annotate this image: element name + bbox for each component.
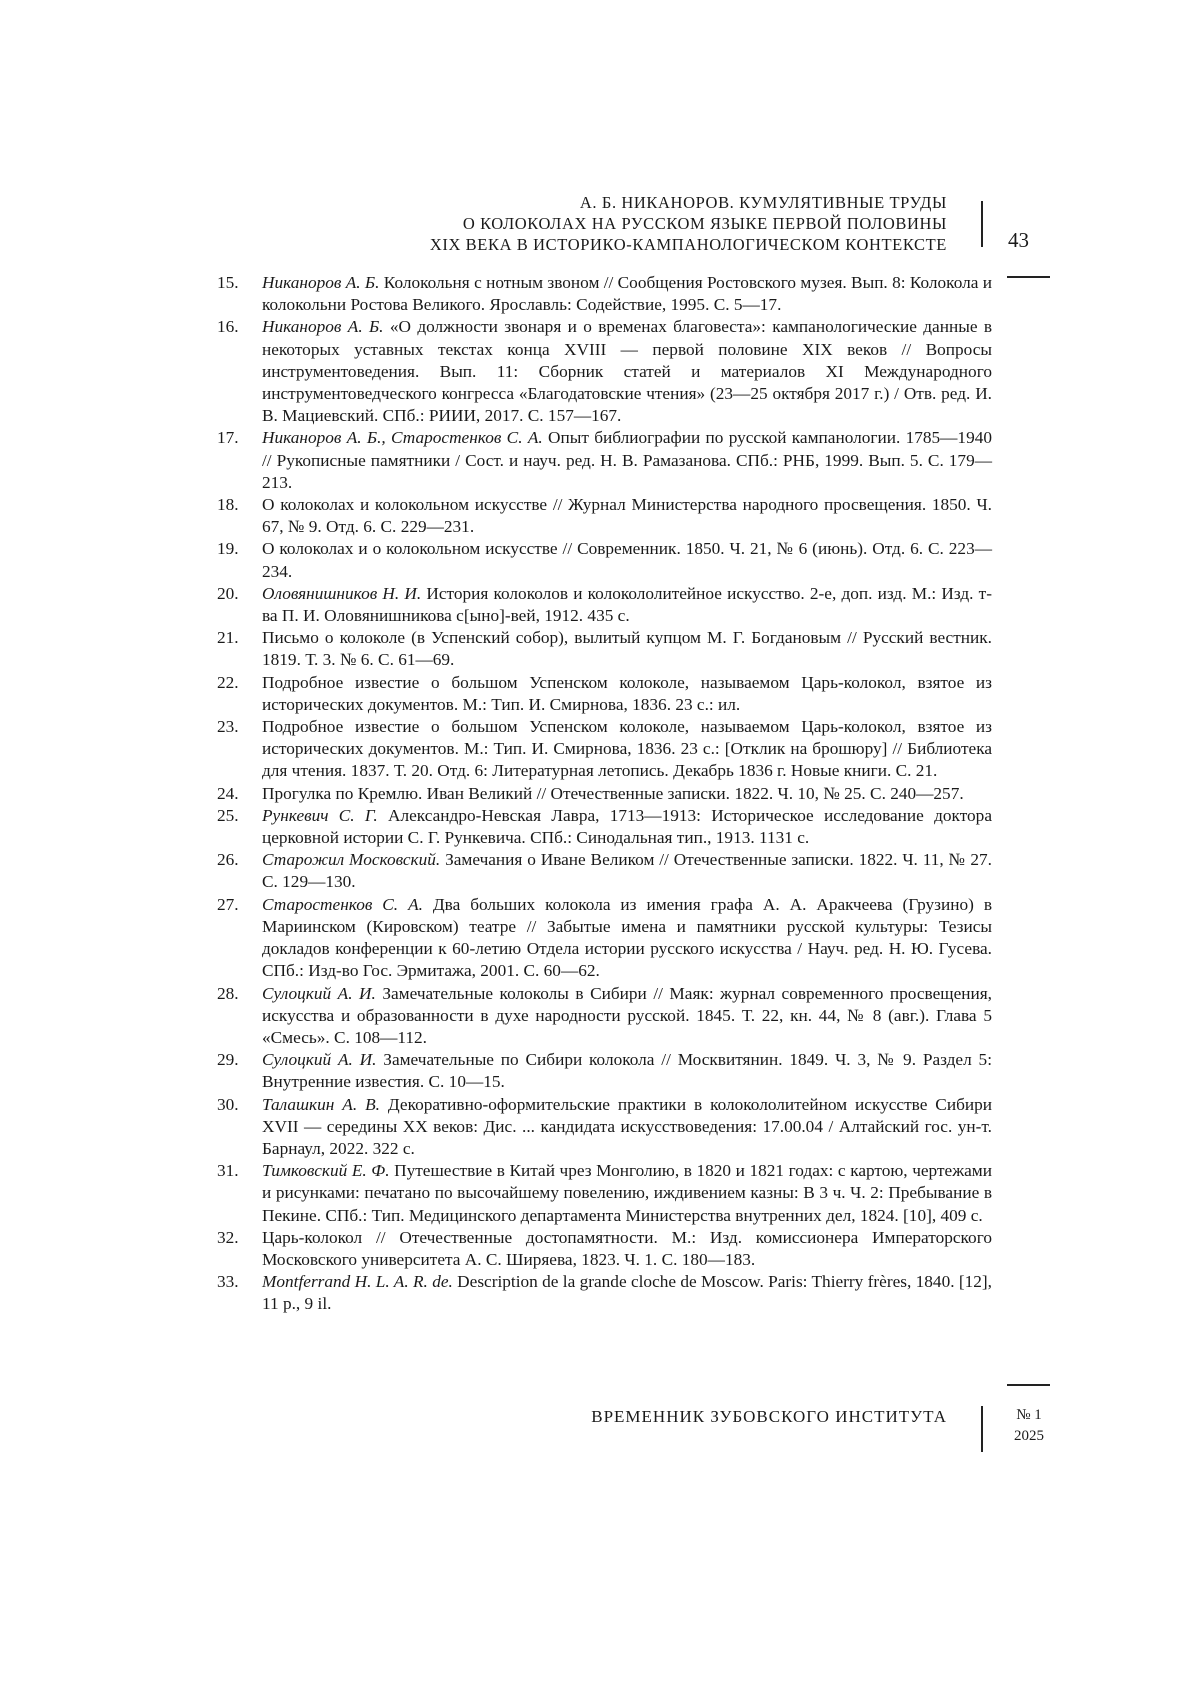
reference-item <box>217 316 992 427</box>
bottom-margin-rule <box>1007 1384 1050 1386</box>
running-head-line: А. Б. НИКАНОРОВ. КУМУЛЯТИВНЫЕ ТРУДЫ <box>579 193 947 212</box>
reference-author: Тимковский Е. Ф. <box>262 1161 390 1181</box>
reference-number: 15. <box>217 273 239 292</box>
reference-text: Декоративно-оформительские практики в колокололитейном искусстве Сибири XVII — середины XX веков: Дис. ... кандидата искусствоведения: 17.00.04 / Алтайский гос. ун-т. Барнаул, 2022. 322 с. <box>262 1094 993 1158</box>
reference-number: 18. <box>217 495 239 515</box>
reference-text: История колоколов и колокололитейное искусство. 2-е, доп. изд. М.: Изд. т-ва П. И. Оловянишникова с[ыно]-вей, 1912. 435 с. <box>262 583 992 626</box>
reference-item <box>217 983 992 1050</box>
reference-text: «О должности звонаря и о временах благовеста»: кампанологические данные в некоторых уставных текстах конца XVIII — первой половине XIX веков // Вопросы инструментоведения. Вып. 11: Сборник статей и материалов XI Международного инструментоведческого конгресса «Благодатовские чтения» (23—25 октября 2017 г.) / Отв. ред. И. В. Мациевский. СПб.: РИИИ, 2017. С. 157—167. <box>262 317 992 426</box>
reference-number: 22. <box>217 672 239 692</box>
reference-item <box>217 272 992 316</box>
reference-number: 16. <box>217 317 239 337</box>
reference-author: Старожил Московский. <box>262 850 441 870</box>
top-margin-rule <box>1007 276 1050 278</box>
reference-item <box>217 427 992 494</box>
running-head <box>287 192 947 255</box>
reference-item <box>217 849 992 893</box>
reference-text: Письмо о колоколе (в Успенский собор), вылитый купцом М. Г. Богдановым // Русский вестник. 1819. Т. 3. № 6. С. 61—69. <box>262 628 992 670</box>
reference-number: 20. <box>217 583 239 603</box>
reference-number: 17. <box>217 428 239 448</box>
reference-text: Замечательные по Сибири колокола // Москвитянин. 1849. Ч. 3, № 9. Раздел 5: Внутренние известия. С. 10—15. <box>262 1050 992 1092</box>
reference-text: Замечания о Иване Великом // Отечественные записки. 1822. Ч. 11, № 27. С. 129—130. <box>262 850 992 892</box>
reference-author: Старостенков С. А. <box>262 894 423 914</box>
reference-item <box>217 716 992 783</box>
reference-number: 25. <box>217 805 239 825</box>
running-head-line: О КОЛОКОЛАХ НА РУССКОМ ЯЗЫКЕ ПЕРВОЙ ПОЛОВИНЫ <box>462 214 947 233</box>
reference-author: Никаноров А. Б. <box>262 273 380 292</box>
journal-title: ВРЕМЕННИК ЗУБОВСКОГО ИНСТИТУТА <box>591 1407 947 1426</box>
reference-text: Description de la grande cloche de Moscow. Paris: Thierry frères, 1840. [12], 11 p., 9 il. <box>262 1272 992 1314</box>
reference-author: Сулоцкий А. И. <box>262 1050 377 1070</box>
reference-text: Два больших колокола из имения графа А. А. Аракчеева (Грузино) в Мариинском (Кировском) театре // Забытые имена и памятники русской культуры: Тезисы докладов конференции к 60-летию Отдела истории русского искусства / Науч. ред. Н. Ю. Гусева. СПб.: Изд-во Гос. Эрмитажа, 2001. С. 60—62. <box>262 894 992 981</box>
reference-number: 23. <box>217 717 239 737</box>
reference-number: 24. <box>217 783 239 803</box>
reference-item <box>217 1227 992 1271</box>
reference-number: 31. <box>217 1161 239 1181</box>
reference-number: 29. <box>217 1050 239 1070</box>
reference-item <box>217 894 992 983</box>
reference-text: Опыт библиографии по русской кампанологии. 1785—1940 // Рукописные памятники / Сост. и науч. ред. Н. В. Рамазанова. СПб.: РНБ, 1999. Вып. 5. С. 179—213. <box>262 428 992 492</box>
reference-list <box>217 272 992 1316</box>
reference-text: Путешествие в Китай чрез Монголию, в 1820 и 1821 годах: с картою, чертежами и рисунками: печатано по высочайшему повелению, иждивением казны: В 3 ч. Ч. 2: Пребывание в Пекине. СПб.: Тип. Медицинского департамента Министерства внутренних дел, 1824. [10], 409 с. <box>262 1161 992 1225</box>
issue-info <box>1007 1405 1051 1447</box>
reference-item <box>217 627 992 671</box>
reference-text: Александро-Невская Лавра, 1713—1913: Историческое исследование доктора церковной истории С. Г. Рункевича. СПб.: Синодальная тип., 1913. 1131 с. <box>262 805 992 848</box>
reference-number: 32. <box>217 1227 239 1247</box>
reference-text: Царь-колокол // Отечественные достопамятности. М.: Изд. комиссионера Императорского Московского университета А. С. Ширяева, 1823. Ч. 1. С. 180—183. <box>262 1227 992 1269</box>
issue-number: № 1 <box>1016 1407 1042 1423</box>
reference-author: Никаноров А. Б. <box>262 317 384 337</box>
reference-text: О колоколах и колокольном искусстве // Журнал Министерства народного просвещения. 1850. Ч. 67, № 9. Отд. 6. С. 229—231. <box>262 495 992 537</box>
reference-number: 26. <box>217 850 239 870</box>
running-head-line: XIX ВЕКА В ИСТОРИКО-КАМПАНОЛОГИЧЕСКОМ КОНТЕКСТЕ <box>429 235 947 254</box>
reference-item <box>217 583 992 627</box>
reference-number: 30. <box>217 1094 239 1114</box>
reference-text: Подробное известие о большом Успенском колоколе, называемом Царь-колокол, взятое из исторических документов. М.: Тип. И. Смирнова, 1836. 23 с.: ил. <box>262 672 992 714</box>
reference-number: 28. <box>217 983 239 1003</box>
reference-number: 27. <box>217 894 239 914</box>
reference-number: 21. <box>217 628 239 648</box>
reference-item <box>217 1160 992 1227</box>
reference-item <box>217 538 992 582</box>
reference-author: Оловянишников Н. И. <box>262 583 422 603</box>
reference-item <box>217 1271 992 1315</box>
reference-item <box>217 1049 992 1093</box>
reference-text: О колоколах и о колокольном искусстве // Современник. 1850. Ч. 21, № 6 (июнь). Отд. 6. С. 223—234. <box>262 539 992 581</box>
reference-item <box>217 805 992 849</box>
reference-author: Рункевич С. Г. <box>262 805 378 825</box>
reference-number: 19. <box>217 539 239 559</box>
footer-vertical-rule <box>981 1406 983 1452</box>
reference-author: Талашкин А. В. <box>262 1094 380 1114</box>
reference-author: Montferrand H. L. A. R. de. <box>262 1272 453 1292</box>
reference-text: Колокольня с нотным звоном // Сообщения Ростовского музея. Вып. 8: Колокола и колокольни Ростова Великого. Ярославль: Содействие, 1995. С. 5—17. <box>262 273 992 315</box>
reference-author: Сулоцкий А. И. <box>262 983 376 1003</box>
header-vertical-rule <box>981 201 983 247</box>
reference-author: Никаноров А. Б., Старостенков С. А. <box>262 428 543 448</box>
issue-year: 2025 <box>1014 1428 1044 1444</box>
reference-text: Прогулка по Кремлю. Иван Великий // Отечественные записки. 1822. Ч. 10, № 25. С. 240—257. <box>262 783 964 803</box>
reference-item <box>217 672 992 716</box>
reference-item <box>217 783 992 805</box>
reference-item <box>217 1094 992 1161</box>
reference-number: 33. <box>217 1272 239 1292</box>
reference-text: Замечательные колоколы в Сибири // Маяк: журнал современного просвещения, искусства и образованности в духе народности русской. 1845. Т. 22, кн. 44, № 8 (авг.). Глава 5 «Смесь». С. 108—112. <box>262 983 992 1047</box>
reference-item <box>217 494 992 538</box>
reference-text: Подробное известие о большом Успенском колоколе, называемом Царь-колокол, взятое из исторических документов. М.: Тип. И. Смирнова, 1836. 23 с.: [Отклик на брошюру] // Библиотека для чтения. 1837. Т. 20. Отд. 6: Литературная летопись. Декабрь 1836 г. Новые книги. С. 21. <box>262 717 992 781</box>
page-number: 43 <box>1008 228 1029 252</box>
